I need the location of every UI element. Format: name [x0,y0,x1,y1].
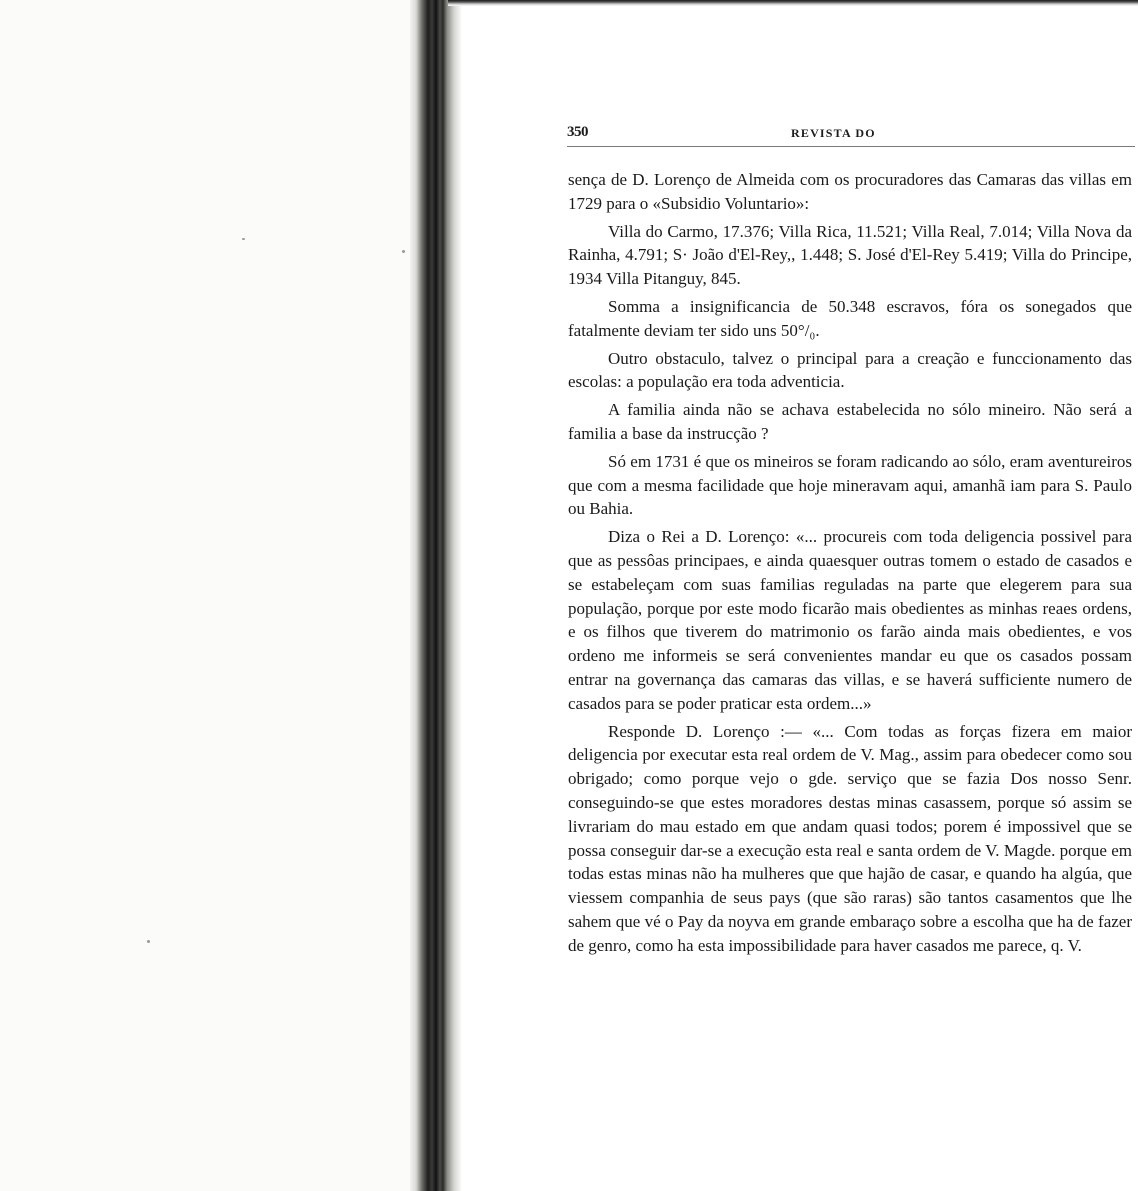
body-text [568,168,1132,962]
page-header [567,124,1135,147]
dust-speck [147,940,150,943]
page-top-edge [448,0,1138,6]
dust-speck [402,250,405,253]
paragraph: Responde D. Lorenço :— «... Com todas as forças fizera em maior deligencia por executar esta real ordem de V. Mag., assim para obedecer como sou obrigado; como porque vejo o gde. serviço que se fazia Dos nosso Senr. conseguindo-se que estes moradores destas minas casassem, porque só assim se livrariam do mau estado em que andam quasi todos; porem é impossivel que se possa conseguir dar-se a execução esta real e santa ordem de V. Magde. porque em todas estas minas não ha mulheres que que hajão de casar, e quando ha algúa, que viessem companhia de seus pays (que são raras) são tantos casamentos que lhe sahem que vé o Pay da noyva em grande embaraço sobre a escolha que ha de fazer de genro, como ha esta impossibilidade para haver casados me parece, q. V. [568,721,1132,955]
paragraph: Somma a insignificancia de 50.348 escravos, fóra os sonegados que fatalmente deviam ter sido uns 50°/₀. [568,296,1132,340]
paragraph: Diza o Rei a D. Lorenço: «... procureis com toda deligencia possivel para que as pessôas principaes, e ainda quaesquer outras tomem o estado de casados e se estabeleçam com suas familias reguladas na parte que elegerem para sua população, porque por este modo ficarão mais obedientes as minhas reaes ordens, e os filhos que tiverem do matrimonio os farão ainda mais obedientes, e vos ordeno me informeis se será convenientes mandar eu que os casados possam entrar na governança das camaras das villas, e se haverá sufficiente numero de casados para se poder praticar esta ordem...» [568,527,1132,713]
paragraph: A familia ainda não se achava estabelecida no sólo mineiro. Não será a familia a base da instrucção ? [568,400,1132,443]
book-spine-gutter [410,0,462,1191]
paragraph: Outro obstaculo, talvez o principal para a creação e funccionamento das escolas: a população era toda adventicia. [568,348,1132,392]
paragraph: sença de D. Lorenço de Almeida com os procuradores das Camaras das villas em 1729 para o «Subsidio Voluntario»: [568,170,1132,213]
paragraph: Só em 1731 é que os mineiros se foram radicando ao sólo, eram aventureiros que com a mesma facilidade que hoje mineravam aqui, amanhã iam para S. Paulo ou Bahia. [568,451,1132,519]
left-page-blank [0,0,420,1191]
dust-speck [242,238,245,240]
running-head: REVISTA DO [791,126,876,140]
page-number: 350 [567,124,588,140]
paragraph: Villa do Carmo, 17.376; Villa Rica, 11.521; Villa Real, 7.014; Villa Nova da Rainha, 4.791; S· João d'El-Rey,, 1.448; S. José d'El-Rey 5.419; Villa do Principe, 1934 Villa Pitanguy, 845. [568,221,1132,289]
